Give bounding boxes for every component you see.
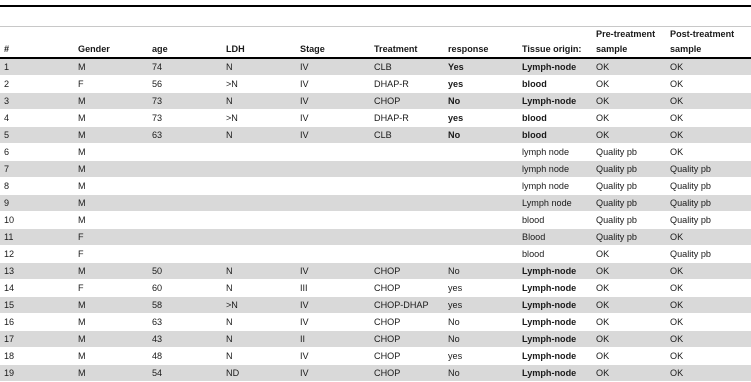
cell-stage — [296, 229, 370, 246]
cell-age: 48 — [148, 348, 222, 365]
cell-post-treatment: OK — [666, 144, 751, 161]
cell-post-treatment: OK — [666, 331, 751, 348]
cell-age — [148, 212, 222, 229]
cell-id: 9 — [0, 195, 74, 212]
cell-ldh: N — [222, 314, 296, 331]
cell-tissue-origin: lymph node — [518, 144, 592, 161]
cell-post-treatment: OK — [666, 280, 751, 297]
header-post-line2: sample — [670, 44, 702, 54]
cell-response: yes — [444, 110, 518, 127]
cell-stage: III — [296, 280, 370, 297]
table-row — [0, 263, 751, 280]
cell-stage — [296, 212, 370, 229]
cell-tissue-origin: Lymph-node — [518, 365, 592, 382]
cell-pre-treatment: Quality pb — [592, 144, 666, 161]
cell-tissue-origin: blood — [518, 76, 592, 93]
cell-age — [148, 144, 222, 161]
cell-response: No — [444, 365, 518, 382]
cell-gender: F — [74, 229, 148, 246]
cell-gender: F — [74, 76, 148, 93]
cell-pre-treatment: OK — [592, 314, 666, 331]
cell-ldh: N — [222, 331, 296, 348]
cell-post-treatment: OK — [666, 263, 751, 280]
cell-id: 14 — [0, 280, 74, 297]
cell-id: 18 — [0, 348, 74, 365]
header-treatment: Treatment — [370, 26, 444, 58]
table-row — [0, 348, 751, 365]
cell-age — [148, 195, 222, 212]
cell-tissue-origin: blood — [518, 212, 592, 229]
cell-pre-treatment: Quality pb — [592, 229, 666, 246]
cell-stage — [296, 178, 370, 195]
cell-response: No — [444, 127, 518, 144]
cell-stage — [296, 195, 370, 212]
cell-ldh: N — [222, 348, 296, 365]
cell-post-treatment: OK — [666, 314, 751, 331]
table-row — [0, 212, 751, 229]
cell-treatment — [370, 195, 444, 212]
cell-age: 58 — [148, 297, 222, 314]
cell-ldh — [222, 161, 296, 178]
cell-treatment: CLB — [370, 58, 444, 76]
cell-stage — [296, 144, 370, 161]
cell-pre-treatment: OK — [592, 127, 666, 144]
cell-pre-treatment: Quality pb — [592, 195, 666, 212]
cell-treatment — [370, 178, 444, 195]
table-row — [0, 314, 751, 331]
cell-stage: IV — [296, 127, 370, 144]
table-row — [0, 229, 751, 246]
cell-pre-treatment: OK — [592, 246, 666, 263]
cell-tissue-origin: blood — [518, 110, 592, 127]
table-row — [0, 144, 751, 161]
table-row — [0, 76, 751, 93]
cell-tissue-origin: Lymph-node — [518, 280, 592, 297]
cell-age: 63 — [148, 127, 222, 144]
cell-ldh: >N — [222, 297, 296, 314]
cell-id: 17 — [0, 331, 74, 348]
cell-post-treatment: OK — [666, 348, 751, 365]
cell-age: 54 — [148, 365, 222, 382]
cell-id: 4 — [0, 110, 74, 127]
header-post-line1: Post-treatment — [670, 29, 735, 39]
cell-ldh: >N — [222, 110, 296, 127]
cell-post-treatment: OK — [666, 93, 751, 110]
cell-pre-treatment: Quality pb — [592, 212, 666, 229]
cell-age: 60 — [148, 280, 222, 297]
cell-response: No — [444, 331, 518, 348]
cell-tissue-origin: Lymph node — [518, 195, 592, 212]
cell-id: 15 — [0, 297, 74, 314]
cell-gender: M — [74, 110, 148, 127]
cell-response: yes — [444, 280, 518, 297]
cell-age — [148, 178, 222, 195]
cell-tissue-origin: Lymph-node — [518, 314, 592, 331]
cell-id: 3 — [0, 93, 74, 110]
cell-stage: IV — [296, 365, 370, 382]
cell-treatment: CHOP — [370, 314, 444, 331]
cell-age: 74 — [148, 58, 222, 76]
cell-ldh — [222, 144, 296, 161]
cell-ldh — [222, 195, 296, 212]
cell-post-treatment: Quality pb — [666, 212, 751, 229]
patient-samples-table — [0, 26, 751, 382]
cell-pre-treatment: OK — [592, 280, 666, 297]
cell-response: Yes — [444, 58, 518, 76]
cell-ldh: ND — [222, 365, 296, 382]
cell-treatment: CHOP — [370, 331, 444, 348]
cell-post-treatment: Quality pb — [666, 161, 751, 178]
cell-age — [148, 246, 222, 263]
cell-stage: IV — [296, 110, 370, 127]
cell-pre-treatment: OK — [592, 348, 666, 365]
cell-gender: M — [74, 144, 148, 161]
cell-gender: M — [74, 263, 148, 280]
cell-stage: IV — [296, 297, 370, 314]
cell-id: 16 — [0, 314, 74, 331]
cell-pre-treatment: OK — [592, 297, 666, 314]
header-tissue-origin: Tissue origin: — [518, 26, 592, 58]
cell-ldh: N — [222, 93, 296, 110]
cell-age: 63 — [148, 314, 222, 331]
cell-response: No — [444, 93, 518, 110]
table-row — [0, 246, 751, 263]
cell-treatment: CLB — [370, 127, 444, 144]
cell-ldh: N — [222, 280, 296, 297]
cell-age — [148, 229, 222, 246]
cell-tissue-origin: Lymph-node — [518, 348, 592, 365]
cell-id: 6 — [0, 144, 74, 161]
cell-gender: M — [74, 297, 148, 314]
cell-ldh — [222, 212, 296, 229]
cell-id: 2 — [0, 76, 74, 93]
cell-treatment — [370, 229, 444, 246]
cell-treatment: CHOP-DHAP — [370, 297, 444, 314]
cell-treatment — [370, 161, 444, 178]
cell-gender: M — [74, 212, 148, 229]
cell-age: 43 — [148, 331, 222, 348]
cell-age: 56 — [148, 76, 222, 93]
cell-treatment: CHOP — [370, 280, 444, 297]
cell-tissue-origin: blood — [518, 127, 592, 144]
cell-id: 8 — [0, 178, 74, 195]
header-gender: Gender — [74, 26, 148, 58]
cell-post-treatment: Quality pb — [666, 195, 751, 212]
cell-id: 7 — [0, 161, 74, 178]
cell-id: 5 — [0, 127, 74, 144]
cell-id: 11 — [0, 229, 74, 246]
cell-response — [444, 161, 518, 178]
cell-gender: M — [74, 331, 148, 348]
table-row — [0, 178, 751, 195]
cell-id: 12 — [0, 246, 74, 263]
table-top-rule — [0, 5, 751, 7]
cell-id: 1 — [0, 58, 74, 76]
table-row — [0, 127, 751, 144]
cell-pre-treatment: Quality pb — [592, 178, 666, 195]
table-row — [0, 161, 751, 178]
header-id: # — [0, 26, 74, 58]
cell-post-treatment: OK — [666, 58, 751, 76]
cell-post-treatment: Quality pb — [666, 178, 751, 195]
header-response: response — [444, 26, 518, 58]
cell-post-treatment: OK — [666, 365, 751, 382]
cell-tissue-origin: Lymph-node — [518, 297, 592, 314]
table-row — [0, 280, 751, 297]
cell-pre-treatment: OK — [592, 331, 666, 348]
table-row — [0, 297, 751, 314]
cell-stage: IV — [296, 314, 370, 331]
cell-response: yes — [444, 297, 518, 314]
cell-age: 50 — [148, 263, 222, 280]
cell-tissue-origin: lymph node — [518, 178, 592, 195]
cell-response: No — [444, 263, 518, 280]
cell-ldh: N — [222, 127, 296, 144]
cell-ldh — [222, 246, 296, 263]
table-row — [0, 331, 751, 348]
cell-pre-treatment: OK — [592, 365, 666, 382]
cell-treatment: CHOP — [370, 348, 444, 365]
cell-response — [444, 144, 518, 161]
cell-gender: M — [74, 93, 148, 110]
cell-tissue-origin: Lymph-node — [518, 331, 592, 348]
cell-treatment — [370, 246, 444, 263]
cell-pre-treatment: OK — [592, 110, 666, 127]
cell-age: 73 — [148, 110, 222, 127]
cell-stage: II — [296, 331, 370, 348]
cell-stage: IV — [296, 58, 370, 76]
cell-response — [444, 212, 518, 229]
cell-pre-treatment: OK — [592, 58, 666, 76]
cell-pre-treatment: Quality pb — [592, 161, 666, 178]
cell-ldh: >N — [222, 76, 296, 93]
cell-ldh: N — [222, 58, 296, 76]
table-row — [0, 195, 751, 212]
cell-post-treatment: OK — [666, 110, 751, 127]
cell-tissue-origin: Lymph-node — [518, 263, 592, 280]
cell-treatment — [370, 212, 444, 229]
cell-gender: F — [74, 246, 148, 263]
table-body — [0, 58, 751, 382]
cell-treatment: CHOP — [370, 93, 444, 110]
header-row — [0, 26, 751, 58]
cell-response: No — [444, 314, 518, 331]
cell-gender: M — [74, 195, 148, 212]
cell-pre-treatment: OK — [592, 93, 666, 110]
cell-gender: M — [74, 127, 148, 144]
cell-pre-treatment: OK — [592, 263, 666, 280]
cell-ldh — [222, 229, 296, 246]
table-row — [0, 110, 751, 127]
cell-id: 13 — [0, 263, 74, 280]
table-row — [0, 93, 751, 110]
cell-treatment: CHOP — [370, 365, 444, 382]
cell-treatment: CHOP — [370, 263, 444, 280]
cell-response — [444, 229, 518, 246]
cell-age: 73 — [148, 93, 222, 110]
cell-stage: IV — [296, 263, 370, 280]
table-row — [0, 365, 751, 382]
cell-ldh — [222, 178, 296, 195]
header-stage: Stage — [296, 26, 370, 58]
header-ldh: LDH — [222, 26, 296, 58]
cell-post-treatment: OK — [666, 127, 751, 144]
cell-tissue-origin: Blood — [518, 229, 592, 246]
cell-id: 10 — [0, 212, 74, 229]
cell-tissue-origin: Lymph-node — [518, 93, 592, 110]
cell-response: yes — [444, 76, 518, 93]
table-row — [0, 58, 751, 76]
cell-gender: F — [74, 280, 148, 297]
header-pre-line2: sample — [596, 44, 628, 54]
header-pre-treatment — [592, 26, 666, 58]
cell-response: yes — [444, 348, 518, 365]
cell-ldh: N — [222, 263, 296, 280]
cell-post-treatment: OK — [666, 76, 751, 93]
cell-stage: IV — [296, 348, 370, 365]
cell-treatment: DHAP-R — [370, 76, 444, 93]
cell-treatment — [370, 144, 444, 161]
cell-gender: M — [74, 161, 148, 178]
cell-treatment: DHAP-R — [370, 110, 444, 127]
cell-post-treatment: Quality pb — [666, 246, 751, 263]
cell-tissue-origin: blood — [518, 246, 592, 263]
header-age: age — [148, 26, 222, 58]
cell-tissue-origin: Lymph-node — [518, 58, 592, 76]
cell-gender: M — [74, 314, 148, 331]
cell-post-treatment: OK — [666, 297, 751, 314]
cell-response — [444, 178, 518, 195]
cell-stage — [296, 161, 370, 178]
header-post-treatment — [666, 26, 751, 58]
cell-response — [444, 246, 518, 263]
header-pre-line1: Pre-treatment — [596, 29, 656, 39]
cell-pre-treatment: OK — [592, 76, 666, 93]
cell-id: 19 — [0, 365, 74, 382]
cell-gender: M — [74, 58, 148, 76]
cell-gender: M — [74, 365, 148, 382]
cell-response — [444, 195, 518, 212]
cell-post-treatment: OK — [666, 229, 751, 246]
cell-stage: IV — [296, 93, 370, 110]
cell-age — [148, 161, 222, 178]
cell-stage: IV — [296, 76, 370, 93]
cell-tissue-origin: lymph node — [518, 161, 592, 178]
cell-gender: M — [74, 348, 148, 365]
cell-gender: M — [74, 178, 148, 195]
cell-stage — [296, 246, 370, 263]
